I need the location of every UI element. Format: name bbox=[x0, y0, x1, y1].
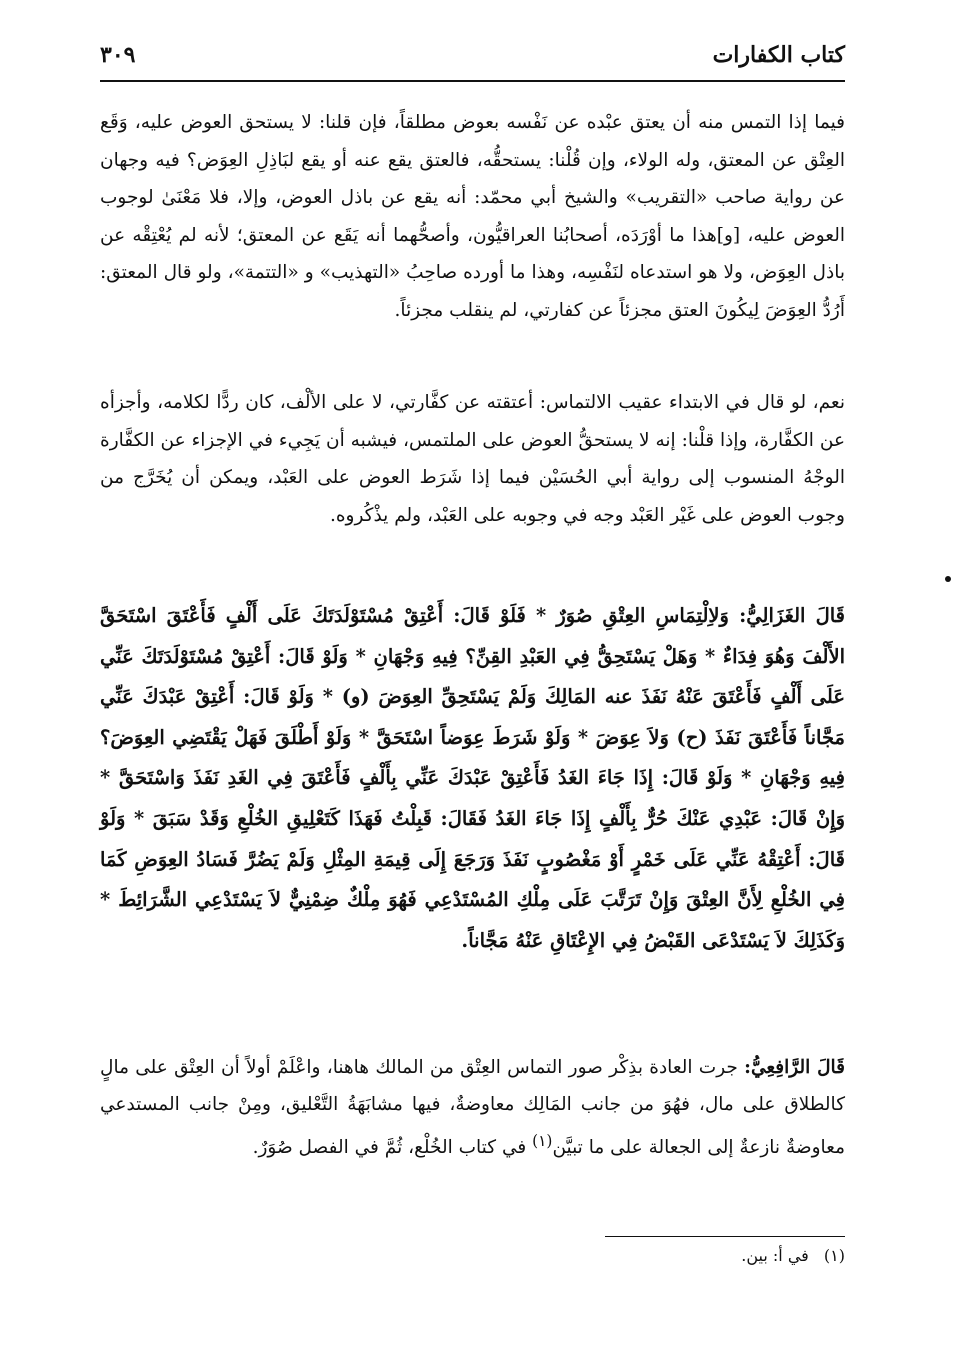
footnote-divider bbox=[605, 1236, 845, 1237]
running-title: كتاب الكفارات bbox=[712, 42, 845, 68]
page-header bbox=[100, 40, 845, 82]
ghazali-lead: قَالَ الغَزَالِيُّ: bbox=[739, 604, 845, 627]
ghazali-body: وَلاِلْتِمَاسِ العِتْقِ صُوَرٌ * فَلَوْ قَالَ: أَعْتِقْ مُسْتَوْلَدَتَكَ عَلَى أَلْفٍ فَأَعْتَقَ اسْتَحَقَّ الأَلْفَ وَهُوَ فِدَاءٌ * وَهَلْ يَسْتَحِقُّ فِي العَبْدِ القِنِّ؟ فِيهِ وَجْهَانِ * وَلَوْ قَالَ: أَعْتِقْ مُسْتَوْلَدَتَكَ عَنِّي عَلَى أَلْفٍ فَأَعْتَقَ عَنْهُ نَفَذَ عنه المَالِكَ وَلَمْ يَسْتَحِقِّ العِوَضَ (و) * وَلَوْ قَالَ: أَعْتِقْ عَبْدَكَ عَنِّي مَجَّاناً فَأَعْتَقَ نَفَذَ (ح) وَلاَ عِوَضَ * وَلَوْ شَرَطَ عِوَضاً اسْتَحَقَّ * وَلَوْ أَطْلَقَ فَهَلْ يَقْتَضِي العِوَضَ؟ فِيهِ وَجْهَانِ * وَلَوْ قَالَ: إِذَا جَاءَ الغَدُ فَأَعْتِقْ عَبْدَكَ عَنِّي بِأَلْفٍ فَأَعْتَقَ فِي الغَدِ نَفَذَ وَاسْتَحَقَّ * وَإِنْ قَالَ: عَبْدِي عَنْكَ حُرٌّ بِأَلْفٍ إِذَا جَاءَ الغَدُ فَقَالَ: قَبِلْتُ فَهَذَا كَتَعْلِيقِ الخُلْعِ وَقَدْ سَبَقَ * وَلَوْ قَالَ: أَعْتِقْهُ عَنِّي عَلَى خَمْرٍ أَوْ مَغْصُوبٍ نَفَذَ وَرَجَعَ إِلَى قِيمَةِ المِثْلِ وَلَمْ يَضُرَّ فَسَادُ العِوَضِ كَمَا فِي الخُلْعِ لِأَنَّ العِتْقَ وَإِنْ تَرَتَّبَ عَلَى مِلْكِ المُسْتَدْعِي فَهُوَ مِلْكٌ ضِمْنِيٌّ لاَ يَسْتَدْعِي الشَّرَائِطَ * وَكَذَلِكَ لاَ يَسْتَدْعَى القَبْضُ فِي الإِعْتَاقِ عَنْهُ مَجَّاناً. bbox=[100, 604, 845, 952]
footnote-marker: (١) bbox=[823, 1246, 845, 1265]
paragraph-1: فيما إذا التمس منه أن يعتق عبْده عن نَفْسه بعوض مطلقاً، فإن قلنا: لا يستحق العوض عليه، وَقَع العِتْق عن المعتق، وله الولاء، وإن قُلْنا: يستحقُّه، فالعتق يقع عنه أو يقع لبَاذِلِ العِوَض؟ فيه وجهان عن رواية صاحب «التقريب» والشيخ أبي محمّد: أنه يقع عن باذل العوض، وإلا، فلا مَعْنَىٰ لوجوب العوض عليه، [و]هذا ما أوْرَدَه، أصحابُنا العراقيُّون، وأصحُّهما أنه يَقَع عن المعتق؛ لأنه لم يُعْتِقْه عن باذل العِوَض، ولا هو استدعاه لنَفْسِه، وهذا ما أورده صاحِبُ «التهذيب» و «التتمة»، ولو قال المعتق: أَرُدُّ العِوَضَ لِيكُونَ العتق مجزئاً عن كفارتي، لم ينقلب مجزئاً. bbox=[100, 112, 845, 321]
rafii-lead: قَالَ الرَّافِعِيُّ: bbox=[744, 1057, 845, 1078]
margin-dot-mark bbox=[945, 576, 951, 582]
paragraph-4-rafii-commentary bbox=[100, 1050, 845, 1167]
rafii-body-end: في كتاب الخُلْع، ثُمَّ في الفصل صُوَرٌ. bbox=[252, 1137, 527, 1159]
rafii-body-start: جرت العادة بذِكْر صور التماس العِتْق من المالك هاهنا، واعْلَمْ أولاً أن العِتْق على مالٍ كالطلاق على مال، فهُوَ من جانب المَالِك معاوضةٌ، فيها مشابَهَةُ التَّعْليق، ومِنْ جانب المستدعي معاوضةٌ نازعةٌ إلى الجعالة على ما تبيَّن bbox=[100, 1057, 845, 1159]
page-number: ٣٠٩ bbox=[100, 42, 136, 68]
paragraph-2: نعم، لو قال في الابتداء عقيب الالتماس: أعتقته عن كفَّارتي، لا على الألْف، كان ردًّا لكلامه، وأجزأه عن الكفَّارة، وإذا قلْنا: إنه لا يستحقُّ العوض على الملتمس، فيشبه أن يَجِيء في الإجزاء عن الكفَّارة الوجْهُ المنسوب إلى رواية أبي الحُسَيْن فيما إذا شَرَط العوض على العَبْد، ويمكن أن يُخَرَّج من وجوب العوض على غَيْر العَبْد وجه في وجوبه على العَبْد، ولم يذْكُروه. bbox=[100, 392, 845, 526]
footnote-reference: (١) bbox=[532, 1132, 553, 1150]
paragraph-3-ghazali-text bbox=[100, 596, 845, 961]
footnote bbox=[741, 1246, 845, 1265]
footnote-text: في أ: بين. bbox=[741, 1246, 809, 1265]
